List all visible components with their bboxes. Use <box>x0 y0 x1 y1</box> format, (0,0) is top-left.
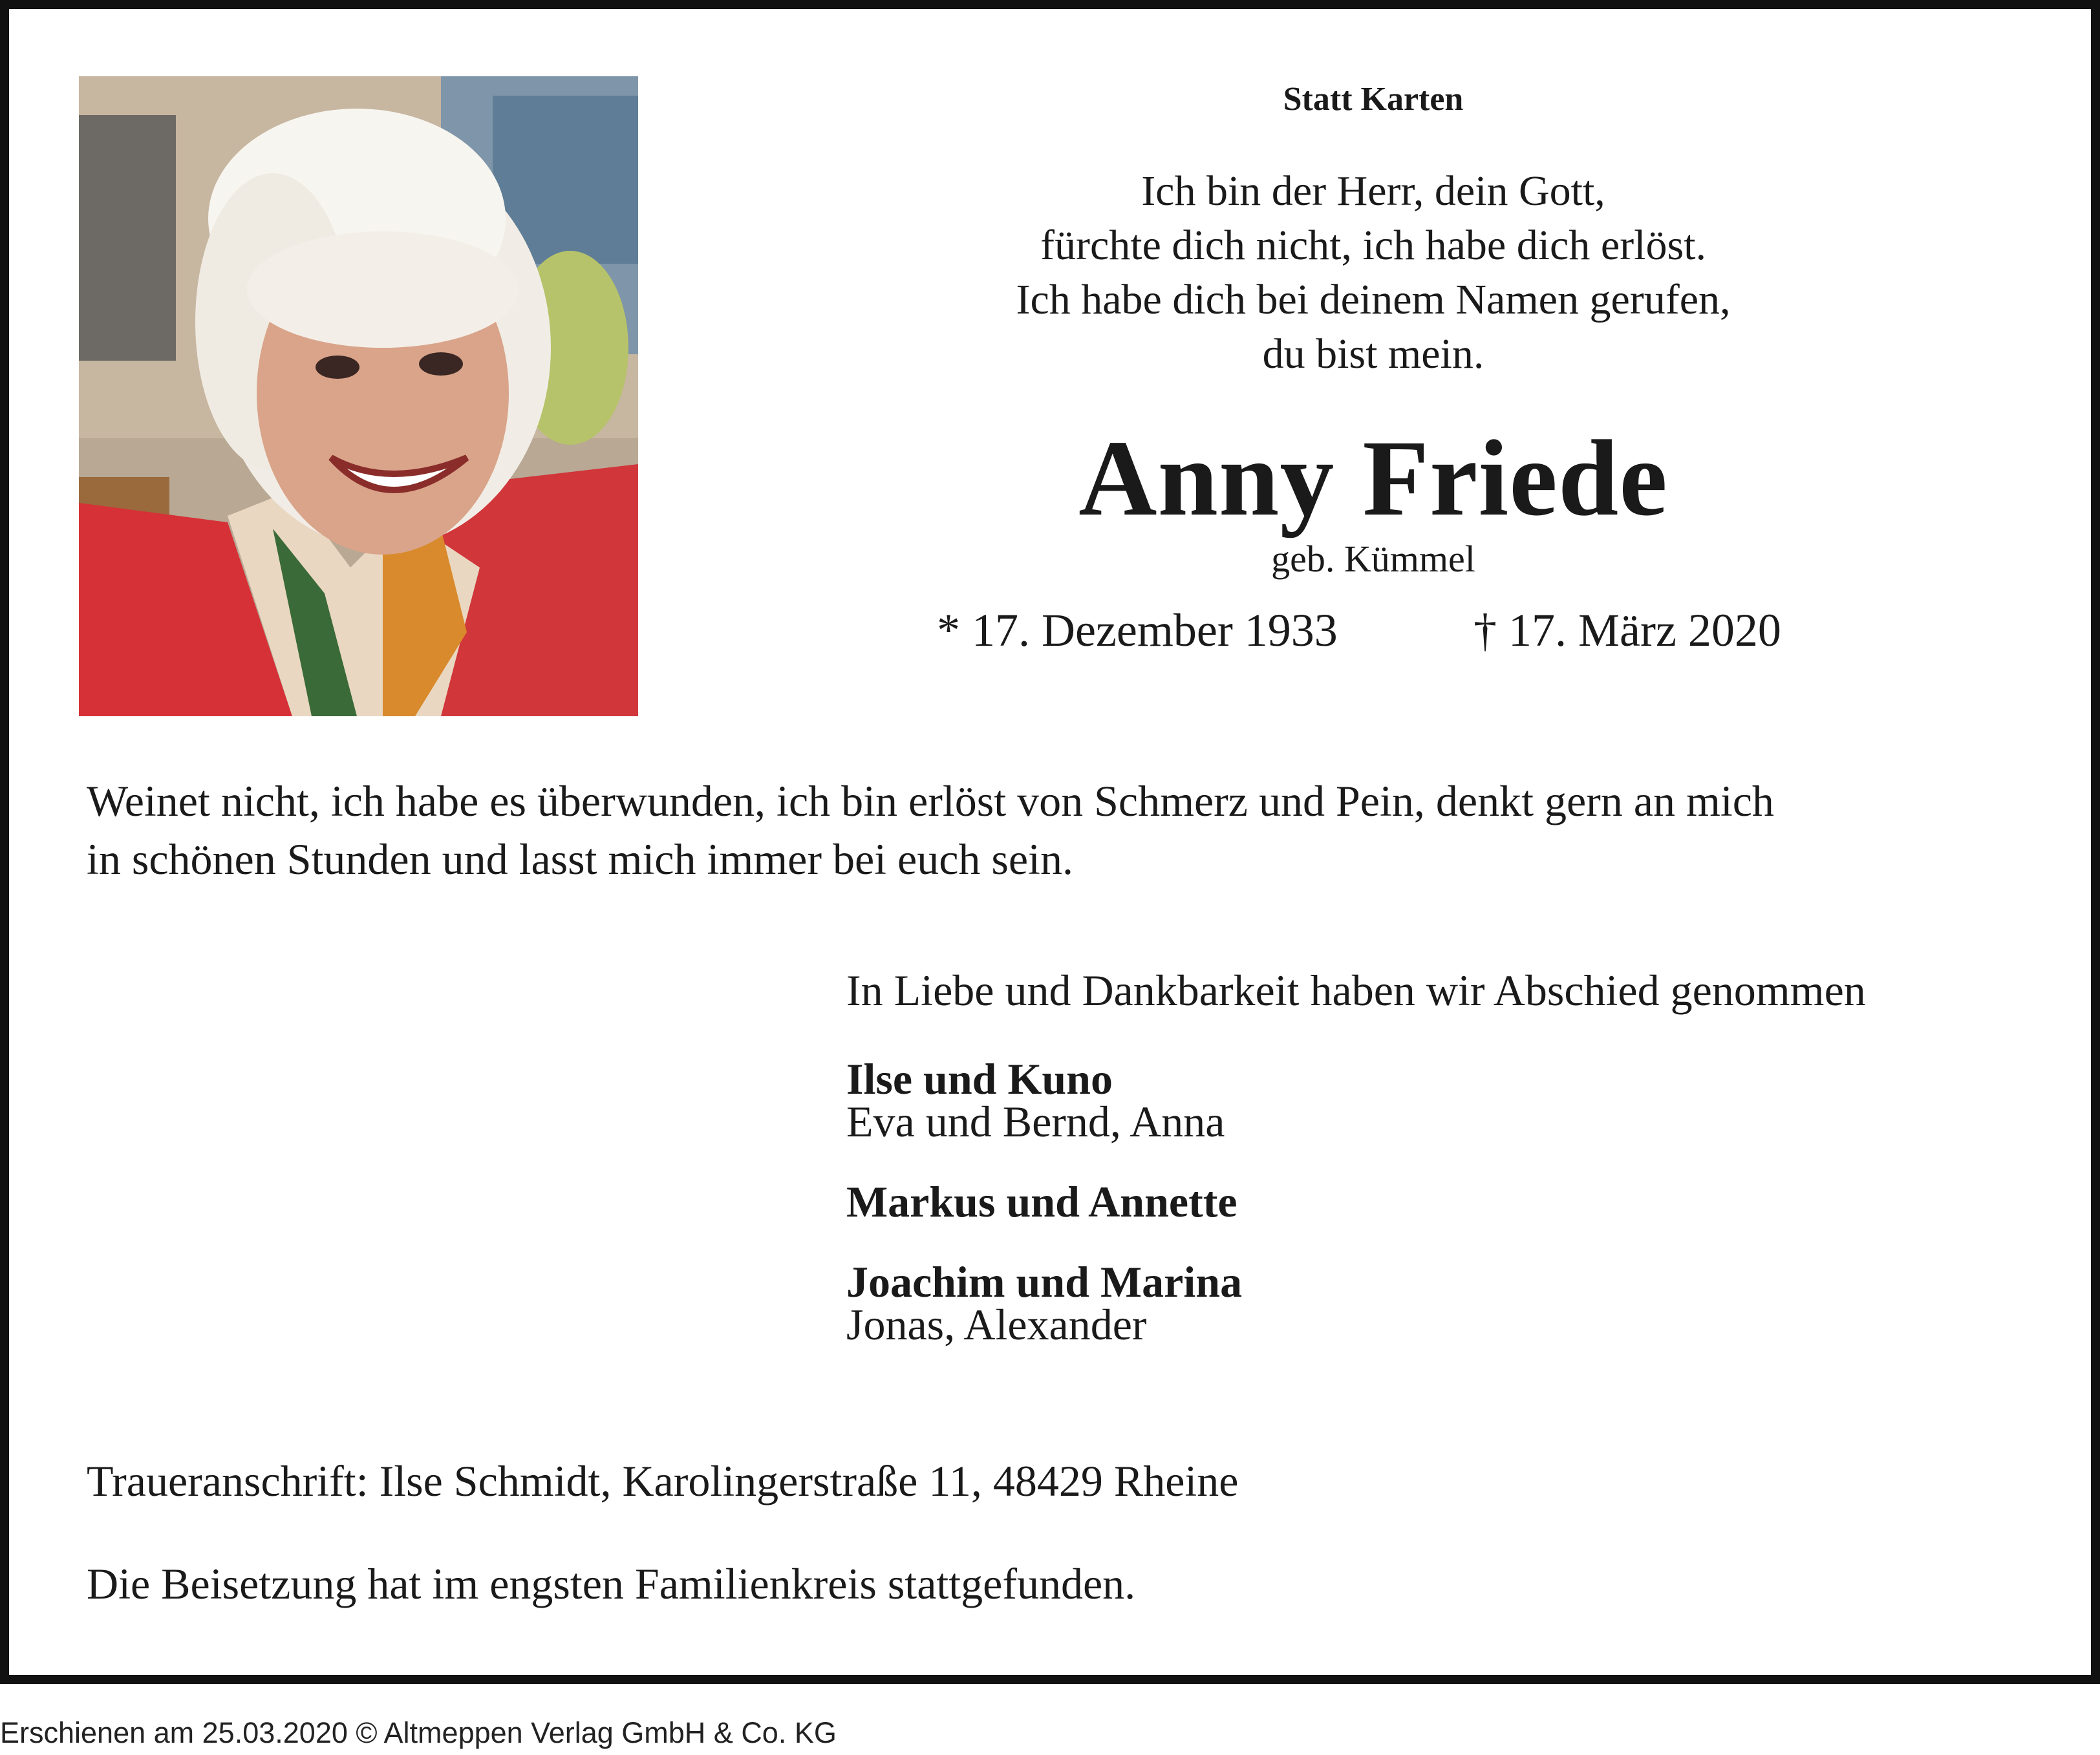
family-group <box>846 1177 2049 1226</box>
birth-date: * 17. Dezember 1933 <box>937 604 1338 656</box>
poem-line: in schönen Stunden und lasst mich immer bei euch sein. <box>87 835 1073 884</box>
poem <box>87 772 2052 888</box>
family-sub: Eva und Bernd, Anna <box>846 1097 1225 1146</box>
mourning-address: Traueranschrift: Ilse Schmidt, Karolingerstraße 11, 48429 Rheine <box>87 1456 1239 1505</box>
deceased-name: Anny Friede <box>1078 418 1668 538</box>
portrait-image <box>79 76 638 716</box>
family-main: Ilse und Kuno <box>846 1054 1113 1103</box>
family-group <box>846 1257 2049 1349</box>
life-dates <box>811 604 1936 662</box>
header-block <box>811 80 1936 662</box>
family-sub: Jonas, Alexander <box>846 1300 1147 1349</box>
family-block <box>846 963 2049 1349</box>
bible-verse <box>811 164 1936 381</box>
poem-line: Weinet nicht, ich habe es überwunden, ich bin erlöst von Schmerz und Pein, denkt gern an mich <box>87 776 1774 825</box>
burial-note: Die Beisetzung hat im engsten Familienkreis stattgefunden. <box>87 1559 1136 1608</box>
death-date: † 17. März 2020 <box>1473 604 1781 656</box>
verse-line: Ich habe dich bei deinem Namen gerufen, <box>1016 276 1731 323</box>
verse-line: du bist mein. <box>1262 330 1484 378</box>
family-main: Joachim und Marina <box>846 1257 1243 1306</box>
publication-footer: Erschienen am 25.03.2020 © Altmeppen Verlag GmbH & Co. KG <box>0 1716 837 1749</box>
family-group <box>846 1054 2049 1146</box>
family-main: Markus und Annette <box>846 1177 1238 1226</box>
verse-line: Ich bin der Herr, dein Gott, <box>1141 167 1605 215</box>
verse-line: fürchte dich nicht, ich habe dich erlöst. <box>1040 222 1706 269</box>
farewell-line: In Liebe und Dankbarkeit haben wir Abschied genommen <box>846 966 1866 1015</box>
maiden-name: geb. Kümmel <box>1271 538 1475 580</box>
portrait-photo <box>79 76 638 716</box>
heading-statt-karten: Statt Karten <box>1283 81 1464 118</box>
